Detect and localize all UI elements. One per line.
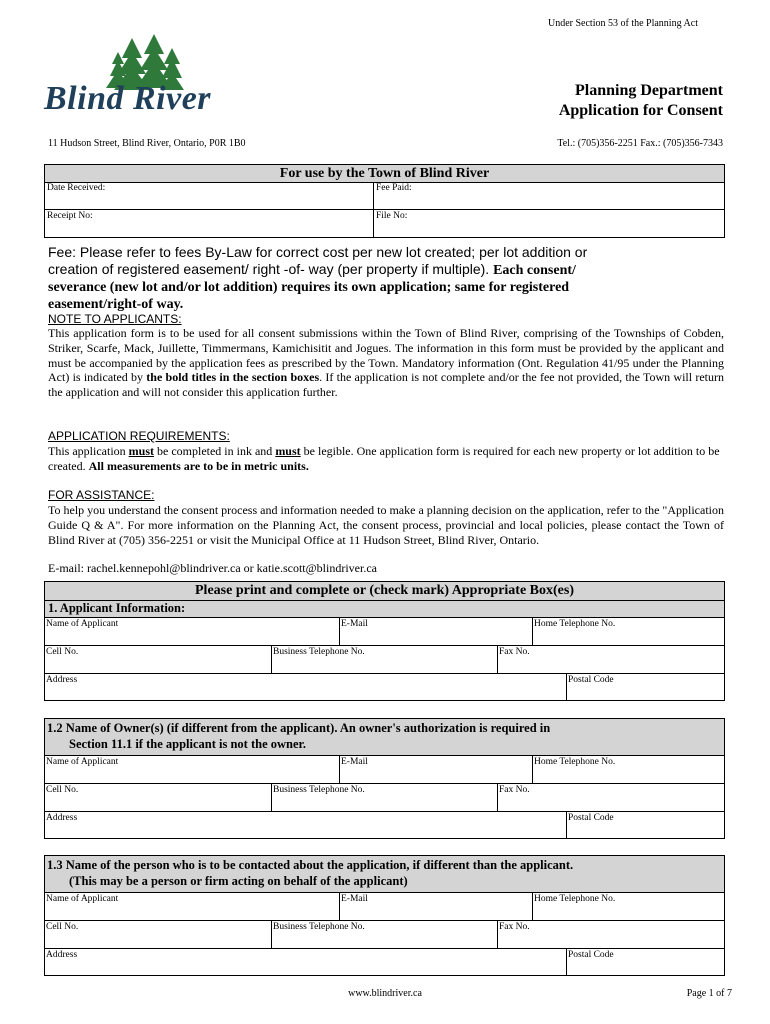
s1-business-tel-field[interactable]: Business Telephone No. xyxy=(273,647,365,657)
section-1-3-fields xyxy=(44,892,725,976)
requirements-paragraph xyxy=(48,444,724,474)
section-1-2-title xyxy=(47,721,550,736)
section-1-title: 1. Applicant Information: xyxy=(48,601,186,615)
req-t1: This application xyxy=(48,444,129,458)
req-t3: be legible. One application form is required for each new property or lot addition to be created. xyxy=(48,444,720,473)
fee-paragraph xyxy=(48,244,728,313)
form-title: Application for Consent xyxy=(558,102,723,119)
office-use-header xyxy=(44,164,725,183)
s13-fax-field[interactable]: Fax No. xyxy=(499,922,530,932)
s1-home-tel-field[interactable]: Home Telephone No. xyxy=(534,619,616,629)
s13-title-b: (This may be a person or firm acting on behalf of the applicant) xyxy=(69,874,408,888)
req-bold: All measurements are to be in metric units. xyxy=(88,458,309,473)
receipt-no-label: Receipt No: xyxy=(47,211,93,221)
note-paragraph xyxy=(48,326,724,400)
fee-line-4: easement/right-of way. xyxy=(48,297,184,312)
fee-line-2-text: creation of registered easement/ right -of- way (per property if multiple). xyxy=(48,261,494,277)
s1-address-field[interactable]: Address xyxy=(46,675,78,685)
date-received-label: Date Received: xyxy=(47,183,106,193)
s13-cell-field[interactable]: Cell No. xyxy=(46,922,79,932)
note-heading: NOTE TO APPLICANTS: xyxy=(48,312,182,326)
req-t2: be completed in ink and xyxy=(154,444,276,458)
section-1-fields xyxy=(44,617,725,701)
s12-fax-field[interactable]: Fax No. xyxy=(499,785,530,795)
town-address: 11 Hudson Street, Blind River, Ontario, P0R 1B0 xyxy=(48,138,246,149)
s1-postal-field[interactable]: Postal Code xyxy=(568,675,614,685)
phone-fax: Tel.: (705)356-2251 Fax.: (705)356-7343 xyxy=(557,138,723,149)
note-text-2: . If the application is not complete and/or the fee not provided, the Town will return the application and will not consider this application further. xyxy=(48,370,724,400)
office-use-title: For use by the Town of Blind River xyxy=(279,166,490,181)
s13-title-a: 1.3 Name of the person who is to be contacted about the application, if different than the applicant. xyxy=(47,858,574,872)
s13-postal-field[interactable]: Postal Code xyxy=(568,950,614,960)
note-bold: the bold titles in the section boxes xyxy=(146,370,320,385)
req-must-2: must xyxy=(275,444,301,458)
s12-home-tel-field[interactable]: Home Telephone No. xyxy=(534,757,616,767)
requirements-heading: APPLICATION REQUIREMENTS: xyxy=(48,429,230,443)
s1-name-field[interactable]: Name of Applicant xyxy=(46,619,119,629)
s12-postal-field[interactable]: Postal Code xyxy=(568,813,614,823)
s13-name-field[interactable]: Name of Applicant xyxy=(46,894,119,904)
s13-home-tel-field[interactable]: Home Telephone No. xyxy=(534,894,616,904)
fee-line-3: severance (new lot and/or lot addition) requires its own application; same for registered xyxy=(48,280,570,295)
footer-page-number: Page 1 of 7 xyxy=(686,988,732,999)
fee-line-2 xyxy=(48,261,728,279)
s1-cell-field[interactable]: Cell No. xyxy=(46,647,79,657)
s12-address-field[interactable]: Address xyxy=(46,813,78,823)
s13-address-field[interactable]: Address xyxy=(46,950,78,960)
assistance-paragraph: To help you understand the consent process and information needed to make a planning decision on the application, refer to the "Application Guide Q & A". For more information on the Planning Act, the consent process, provincial and local policies, please contact the Town of Blind River at (705) 356-2251 or visit the Municipal Office at 11 Hudson Street, Blind River, Ontario. xyxy=(48,503,724,547)
assistance-heading: FOR ASSISTANCE: xyxy=(48,488,155,502)
assistance-email: E-mail: rachel.kennepohl@blindriver.ca or katie.scott@blindriver.ca xyxy=(48,561,377,575)
logo-text: Blind River xyxy=(44,80,212,117)
section-note: Under Section 53 of the Planning Act xyxy=(548,18,698,29)
s12-title-b: An owner's authorization is required in xyxy=(337,721,551,735)
file-no-label: File No: xyxy=(376,211,408,221)
footer-website: www.blindriver.ca xyxy=(348,988,422,999)
department-title: Planning Department xyxy=(575,82,723,99)
s12-cell-field[interactable]: Cell No. xyxy=(46,785,79,795)
fee-line-1: Fee: Please refer to fees By-Law for correct cost per new lot created; per lot addition or xyxy=(48,244,588,260)
fee-line-2-bold: Each consent/ xyxy=(493,263,576,278)
req-must-1: must xyxy=(128,444,154,458)
note-text-1: This application form is to be used for all consent submissions within the Town of Blind River, comprising of the Townships of Cobden, Striker, Scarfe, Mack, Juillette, Timmermans, Kamichisitit and Jogues. The information in this form must be provided by the applicant and must be accompanied by the application fees as prescribed by the Town. Mandatory information (Ont. Regulation 41/95 under the Planning Act) is indicated by xyxy=(48,326,724,385)
section-1-2-header xyxy=(44,718,725,756)
s12-email-field[interactable]: E-Mail xyxy=(341,757,368,767)
s12-title-a: 1.2 Name of Owner(s) (if different from the applicant). xyxy=(47,721,338,735)
s1-fax-field[interactable]: Fax No. xyxy=(499,647,530,657)
s13-business-tel-field[interactable]: Business Telephone No. xyxy=(273,922,365,932)
s13-email-field[interactable]: E-Mail xyxy=(341,894,368,904)
s12-name-field[interactable]: Name of Applicant xyxy=(46,757,119,767)
s12-title-c: Section 11.1 if the applicant is not the owner. xyxy=(69,737,307,751)
s1-email-field[interactable]: E-Mail xyxy=(341,619,368,629)
print-banner-text: Please print and complete or (check mark) Appropriate Box(es) xyxy=(195,583,574,598)
s12-business-tel-field[interactable]: Business Telephone No. xyxy=(273,785,365,795)
fee-paid-label: Fee Paid: xyxy=(376,183,412,193)
section-1-2-fields xyxy=(44,755,725,839)
print-banner xyxy=(44,581,725,618)
section-1-3-header xyxy=(44,855,725,893)
